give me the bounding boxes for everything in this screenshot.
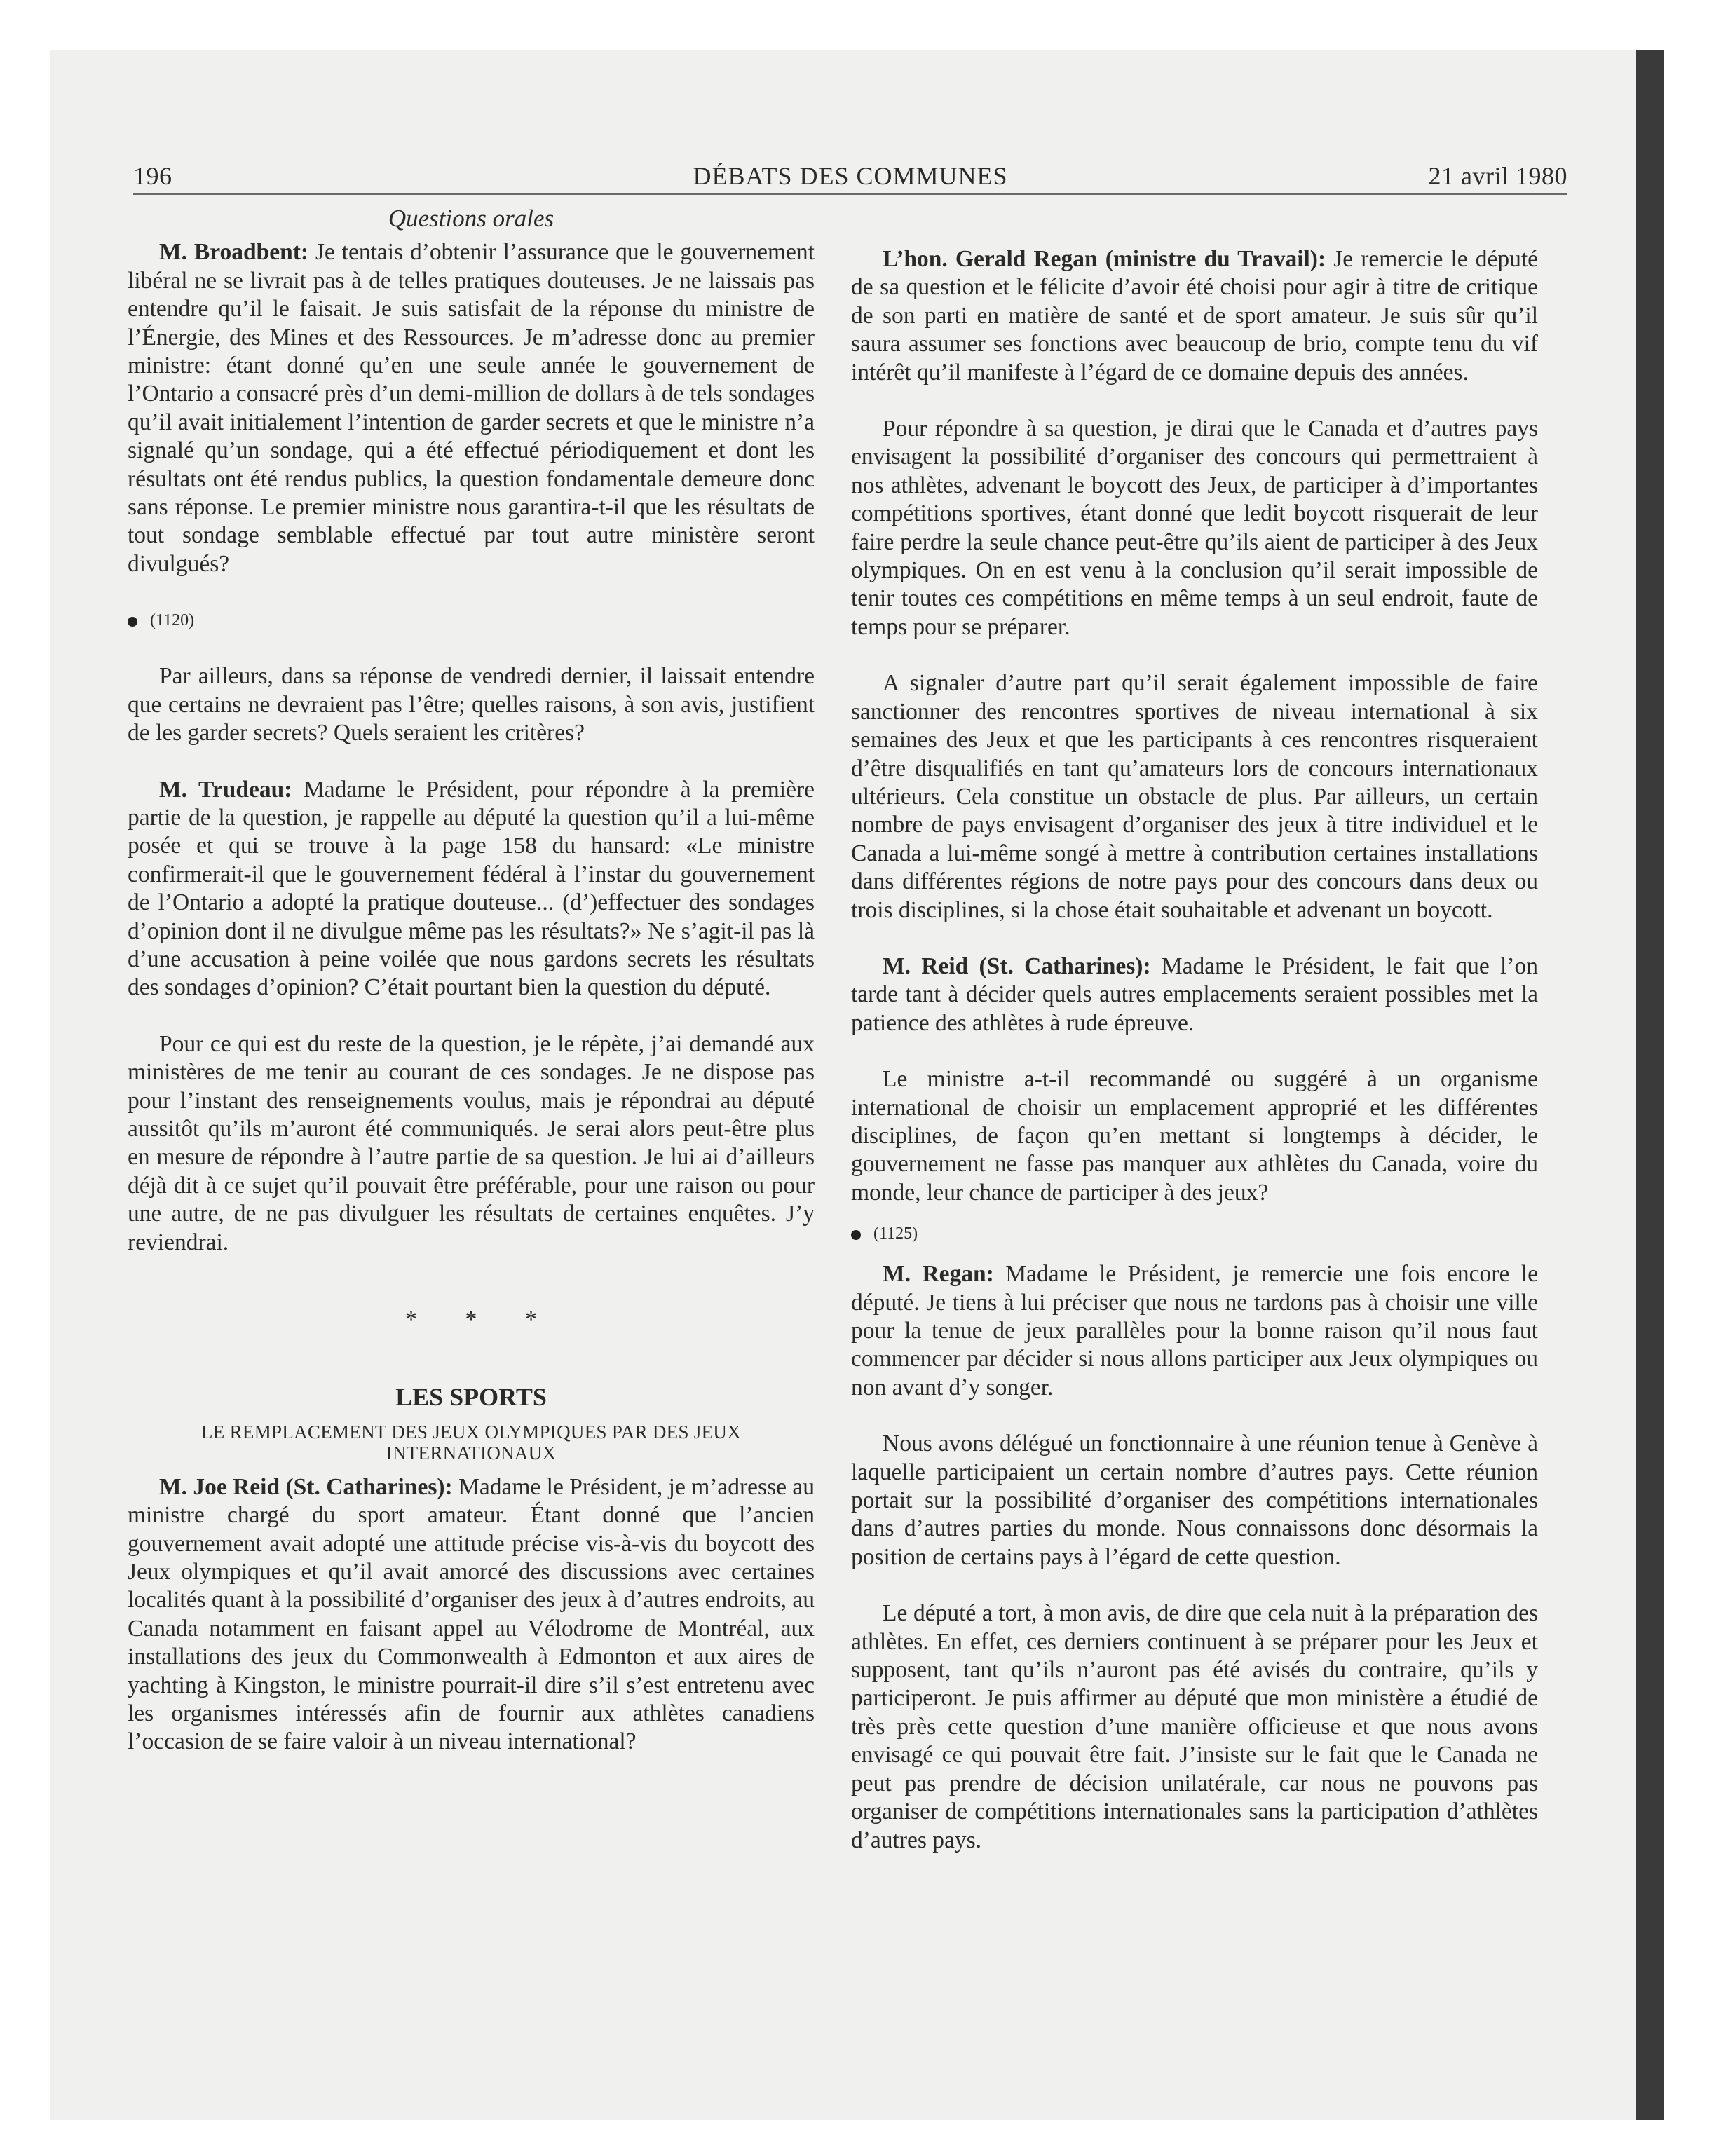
right-column: [851, 245, 1538, 1855]
paragraph-trudeau: [128, 776, 815, 1002]
paragraph-text: Le ministre a-t-il recommandé ou suggéré à un organisme international de choisir un emplacement approprié et les différentes disciplines, de façon qu’en mettant si longtemps à décider, le gouvernement ne fasse pas manquer aux athlètes du Canada, voire du monde, leur chance de participer à des jeux?: [851, 1066, 1538, 1206]
publication-date: 21 avril 1980: [1428, 162, 1567, 190]
section-separator: * * *: [405, 1306, 558, 1332]
paragraph-regan: [851, 1260, 1538, 1402]
paragraph-text: A signaler d’autre part qu’il serait également impossible de faire sanctionner des rencontres sportives de niveau international à six semaines des Jeux et que les participants à ces rencontres risqueraient d’être disqualifiés en tant qu’amateurs lors de concours internationaux ultérieurs. Cela constitue un obstacle de plus. Par ailleurs, un certain nombre de pays envisagent d’organiser des jeux à titre individuel et le Canada a lui-même songé à mettre à contribution certaines installations dans différentes régions de notre pays pour des concours dans deux ou trois disciplines, si la chose était souhaitable et advenant un boycott.: [851, 670, 1538, 923]
speaker-name: M. Reid (St. Catharines):: [883, 953, 1151, 979]
page-number: 196: [133, 162, 172, 190]
paragraph-text: Nous avons délégué un fonctionnaire à une réunion tenue à Genève à laquelle participaient un certain nombre d’autres pays. Cette réunion portait sur la possibilité d’organiser des compétitions internationales dans d’autres parties du monde. Nous connaissons donc désormais la position de certains pays à l’égard de cette question.: [851, 1431, 1538, 1570]
topic-heading: LES SPORTS: [395, 1383, 547, 1412]
paragraph-broadbent: [128, 238, 815, 578]
time-marker: (1120): [128, 606, 815, 634]
bullet-dot-icon: [851, 1230, 861, 1240]
speaker-name: M. Regan:: [883, 1261, 994, 1288]
paragraph-text: Par ailleurs, dans sa réponse de vendredi dernier, il laissait entendre que certains ne devraient pas l’être; quelles raisons, à son avis, justifient de les garder secrets? Quels seraient les critères?: [128, 663, 815, 746]
book-spine-shadow: [1636, 50, 1664, 2120]
paragraph-text: Madame le Président, je remercie une fois encore le député. Je tiens à lui préciser que nous ne tardons pas à choisir une ville pour la tenue de jeux parallèles pour la bonne raison qu’il nous faut commencer par décider si nous allons participer aux Jeux olympiques ou non avant d’y songer.: [851, 1261, 1538, 1400]
time-marker: (1125): [851, 1220, 1538, 1248]
paragraph-reid: [851, 953, 1538, 1037]
speaker-name: L’hon. Gerald Regan (ministre du Travail):: [883, 246, 1326, 272]
paragraph-text: Je tentais d’obtenir l’assurance que le gouvernement libéral ne se livrait pas à de telles pratiques douteuses. Je ne laissais pas entendre qu’il le faisait. Je suis satisfait de la réponse du ministre de l’Énergie, des Mines et des Ressources. Je m’adresse donc au premier ministre: étant donné qu’en une seule année le gouvernement de l’Ontario a consacré près d’un demi-million de dollars à de tels sondages qu’il avait initialement l’intention de garder secrets et que le ministre n’a signalé qu’un sondage, qui a été effectué périodiquement et dont les résultats ont été rendus publics, la question fondamentale demeure donc sans réponse. Le premier ministre nous garantira-t-il que les résultats de tout sondage semblable effectué par tout autre ministère seront divulgués?: [128, 239, 815, 577]
paragraph-text: Madame le Président, je m’adresse au ministre chargé du sport amateur. Étant donné que l’ancien gouvernement avait adopté une attitude précise vis-à-vis du boycott des Jeux olympiques et qu’il avait amorcé des discussions avec certaines localités quant à la possibilité d’organiser des jeux à d’autres endroits, au Canada notamment en faisant appel au Vélodrome de Montréal, aux installations des jeux du Commonwealth à Edmonton et aux aires de yachting à Kingston, le ministre pourrait-il dire s’il s’est entretenu avec les organismes intéressés afin de fournir aux athlètes canadiens l’occasion de se faire valoir à un niveau international?: [128, 1473, 815, 1755]
bullet-dot-icon: [128, 617, 137, 627]
paragraph-regan: [851, 245, 1538, 387]
section-label: Questions orales: [388, 205, 554, 232]
paragraph-text: Pour ce qui est du reste de la question, je le répète, j’ai demandé aux ministères de me tenir au courant de ces sondages. Je ne dispose pas pour l’instant des renseignements voulus, mais je répondrai au député aussitôt qu’ils m’auront été communiqués. Je serai alors peut-être plus en mesure de répondre à l’autre partie de sa question. Je lui ai d’ailleurs déjà dit à ce sujet qu’il pouvait être préférable, pour une raison ou pour une autre, de ne pas divulguer les résultats de certaines enquêtes. J’y reviendrai.: [128, 1030, 815, 1255]
publication-title: DÉBATS DES COMMUNES: [693, 162, 1008, 190]
paragraph-text: Madame le Président, pour répondre à la première partie de la question, je rappelle au député la question qu’il a lui-même posée et qui se trouve à la page 158 du hansard: «Le ministre confirmerait-il que le gouvernement fédéral à l’instar du gouvernement de l’Ontario a adopté la pratique douteuse... (d’)effectuer des sondages d’opinion dont il ne divulgue même pas les résultats?» Ne s’agit-il pas là d’une accusation à peine voilée que nous gardons secrets les résultats des sondages d’opinion? C’était pourtant bien la question du député.: [128, 776, 815, 1001]
speaker-name: M. Joe Reid (St. Catharines):: [159, 1473, 453, 1500]
paragraph-text: Je remercie le député de sa question et le félicite d’avoir été choisi pour agir à titre de critique de son parti en matière de santé et de sport amateur. Je suis sûr qu’il saura assumer ses fonctions avec beaucoup de brio, compte tenu du vif intérêt qu’il manifeste à l’égard de ce domaine depuis des années.: [851, 246, 1539, 386]
paragraph-reid: [128, 1473, 815, 1756]
paragraph-text: Le député a tort, à mon avis, de dire que cela nuit à la préparation des athlètes. En effet, ces derniers continuent à se préparer pour les Jeux et supposent, tant qu’ils n’auront pas été avisés du contraire, qu’ils y participeront. Je puis affirmer au député que mon ministère a étudié de très près cette question d’une manière officieuse et que nous avons envisagé ce qui pouvait être fait. J’insiste sur le fait que le Canada ne peut pas prendre de décision unilatérale, car nous ne pouvons pas organiser de compétitions internationales sans la participation d’athlètes d’autres pays.: [851, 1600, 1538, 1853]
speaker-name: M. Trudeau:: [159, 776, 292, 803]
speaker-name: M. Broadbent:: [159, 239, 309, 266]
paragraph-text: Madame le Président, le fait que l’on tarde tant à décider quels autres emplacements seraient possibles met la patience des athlètes à rude épreuve.: [851, 953, 1539, 1036]
header-rule: [133, 193, 1567, 195]
subtopic-heading: LE REMPLACEMENT DES JEUX OLYMPIQUES PAR DES JEUX INTERNATIONAUX: [200, 1421, 742, 1464]
left-column: [128, 205, 815, 1756]
page-header: [133, 161, 1567, 193]
paragraph-text: Pour répondre à sa question, je dirai que le Canada et d’autres pays envisagent la possibilité d’organiser des concours qui permettraient à nos athlètes, advenant le boycott des Jeux, de participer à d’importantes compétitions sportives, étant donné que ledit boycott risquerait de leur faire perdre la seule chance peut-être qu’ils aient de participer à des Jeux olympiques. On en est venu à la conclusion qu’il serait impossible de tenir toutes ces compétitions en même temps à un seul endroit, faute de temps pour se préparer.: [851, 416, 1538, 640]
